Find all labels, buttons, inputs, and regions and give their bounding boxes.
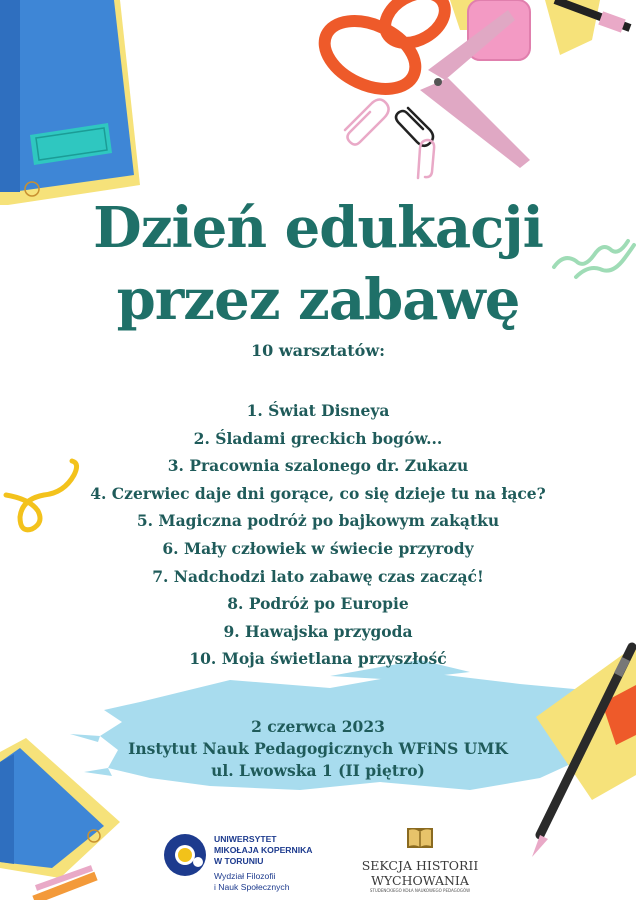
list-item: 7. Nadchodzi lato zabawę czas zacząć! [152, 566, 484, 586]
umk-faculty: Wydział Filozofii i Nauk Społecznych [214, 871, 290, 892]
section-tagline: STUDENCKIEGO KOŁA NAUKOWEGO PEDAGOGÓW [369, 888, 471, 893]
list-item: 10. Moja świetlana przyszłość [189, 649, 447, 669]
list-item: 3. Pracownia szalonego dr. Zukazu [167, 456, 469, 476]
workshop-list [0, 397, 636, 673]
umk-name: UNIWERSYTET MIKOŁAJA KOPERNIKA W TORUNIU [214, 834, 313, 866]
umk-emblem-icon [162, 832, 208, 878]
scissors-illustration [300, 0, 636, 200]
list-item: 1. Świat Disneya [246, 401, 390, 420]
section-name: SEKCJA HISTORII WYCHOWANIA [361, 858, 479, 888]
event-date: 2 czerwca 2023 [251, 717, 385, 736]
workshops-heading: 10 warsztatów: [251, 341, 385, 360]
event-address: ul. Lwowska 1 (II piętro) [211, 761, 425, 780]
event-institute: Instytut Nauk Pedagogicznych WFiNS UMK [128, 739, 508, 758]
list-item: 8. Podróż po Europie [227, 594, 409, 614]
list-item: 5. Magiczna podróż po bajkowym zakątku [136, 511, 500, 531]
list-item: 9. Hawajska przygoda [223, 621, 413, 641]
book-illustration-top-left [0, 0, 150, 215]
book-icon [405, 826, 435, 852]
page-title [0, 192, 636, 336]
title-line-1: Dzień edukacji [93, 195, 543, 261]
list-item: 2. Śladami greckich bogów... [193, 428, 443, 448]
list-item: 4. Czerwiec daje dni gorące, co się dzieje tu na łące? [90, 483, 546, 503]
title-line-2: przez zabawę [116, 267, 520, 333]
section-logo [358, 826, 482, 894]
event-info [0, 716, 636, 782]
list-item: 6. Mały człowiek w świecie przyrody [162, 538, 474, 558]
